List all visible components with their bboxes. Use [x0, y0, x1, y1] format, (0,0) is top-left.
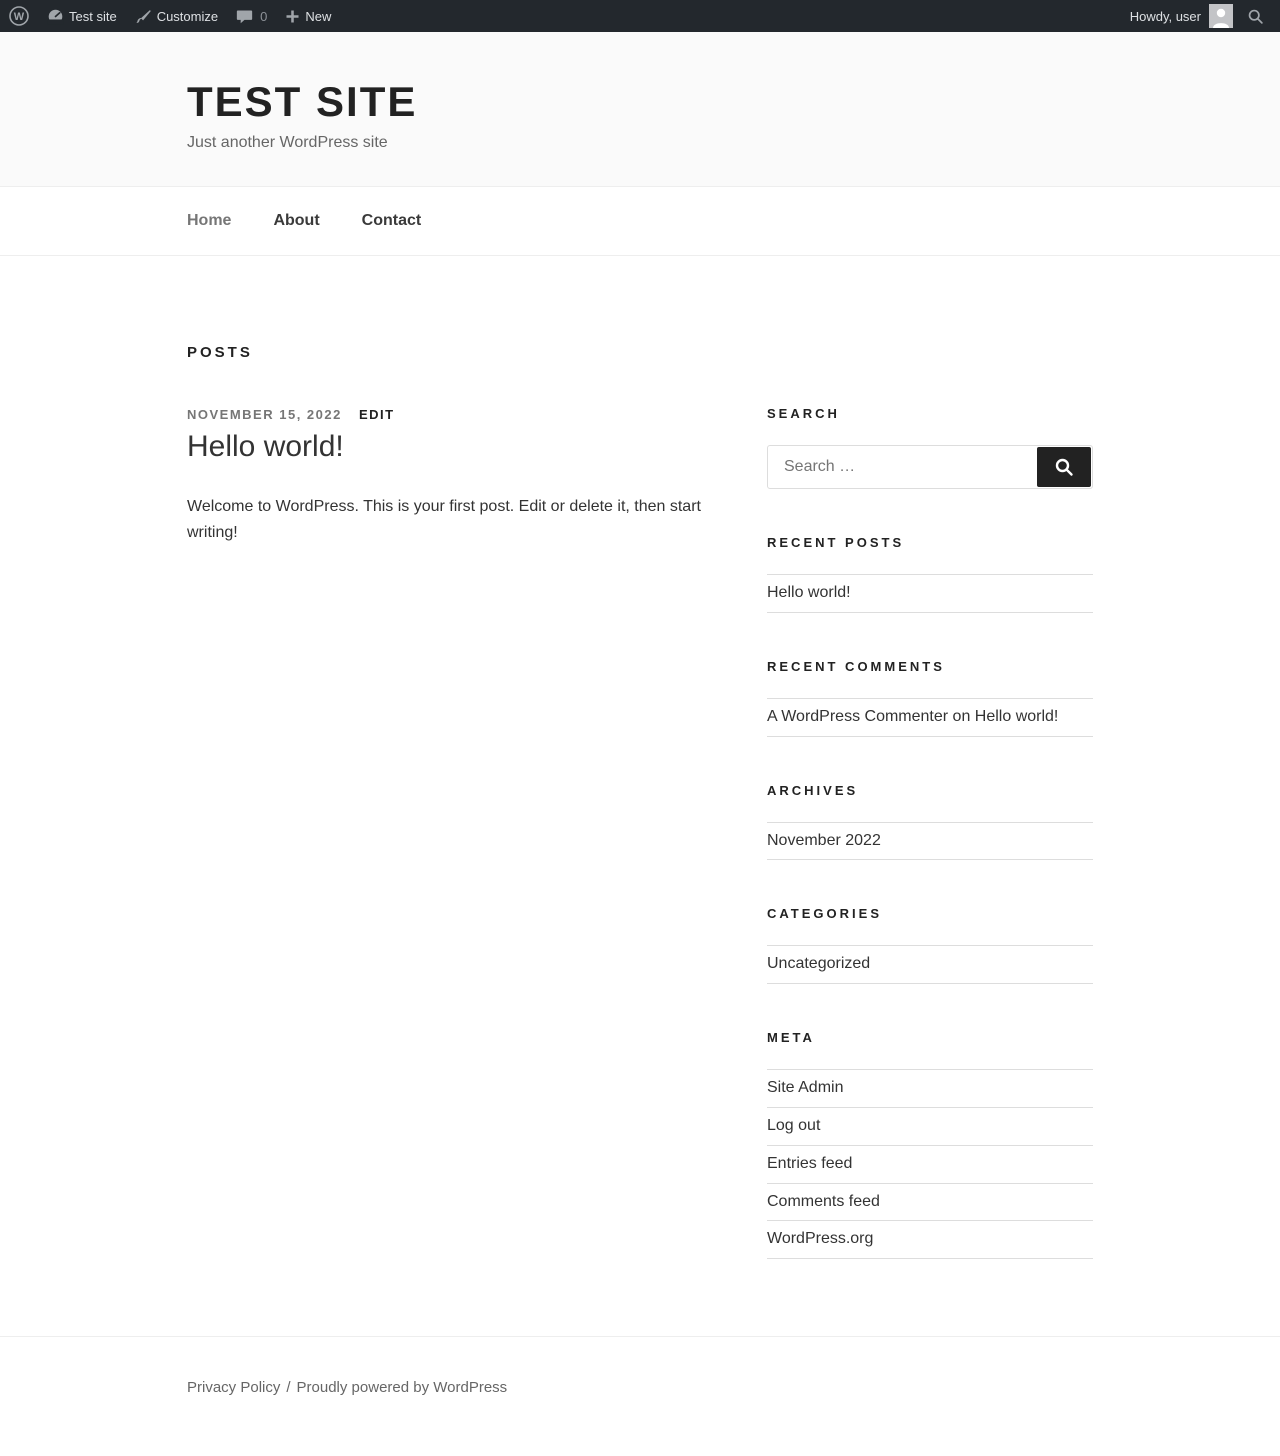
post-edit-link[interactable]: EDIT [358, 407, 395, 422]
nav-item-home[interactable]: Home [187, 212, 232, 229]
content-area [187, 256, 1093, 1336]
post-body: Welcome to WordPress. This is your first post. Edit or delete it, then start writing! [187, 498, 701, 542]
entry-meta [187, 407, 712, 422]
admin-bar-customize[interactable] [126, 0, 227, 32]
admin-bar-my-account[interactable] [1122, 4, 1241, 28]
search-form [767, 445, 1093, 489]
admin-bar-comments[interactable] [227, 0, 276, 32]
meta-item-wordpress-org[interactable]: WordPress.org [767, 1221, 1093, 1259]
site-header [0, 32, 1280, 187]
categories-title: CATEGORIES [767, 906, 882, 922]
search-icon [1247, 8, 1264, 25]
plus-icon [285, 9, 300, 24]
svg-text:W: W [13, 11, 25, 23]
search-submit-button[interactable] [1037, 447, 1091, 487]
meta-widget [767, 1030, 1093, 1259]
search-widget-title: SEARCH [767, 406, 840, 421]
admin-bar-search-button[interactable] [1241, 8, 1270, 25]
recent-comments-widget [767, 659, 1093, 737]
post-title [187, 430, 712, 464]
archive-item[interactable]: November 2022 [767, 823, 1093, 861]
comments-bubble-icon [236, 8, 253, 25]
new-label: New [305, 8, 332, 24]
recent-comment-item [767, 699, 1093, 737]
admin-bar-site-label: Test site [69, 8, 117, 24]
site-title[interactable]: TEST SITE [187, 78, 418, 125]
page-title: POSTS [187, 344, 253, 361]
meta-item-site-admin[interactable]: Site Admin [767, 1070, 1093, 1108]
recent-posts-title: RECENT POSTS [767, 535, 905, 550]
main-navigation [0, 187, 1280, 256]
meta-item-entries-feed[interactable]: Entries feed [767, 1146, 1093, 1184]
admin-bar-site-name[interactable] [38, 0, 126, 32]
user-avatar [1209, 4, 1233, 28]
admin-bar-new[interactable] [276, 0, 340, 32]
search-widget [767, 406, 1093, 489]
meta-title: META [767, 1030, 815, 1046]
comment-author-link[interactable]: A WordPress Commenter [767, 707, 949, 725]
dashboard-gauge-icon [47, 8, 64, 25]
main-column [187, 344, 712, 547]
customize-brush-icon [135, 8, 152, 25]
meta-item-comments-feed[interactable]: Comments feed [767, 1184, 1093, 1222]
search-icon [1054, 457, 1074, 477]
customize-label: Customize [156, 8, 219, 24]
site-tagline: Just another WordPress site [187, 134, 388, 151]
privacy-policy-link[interactable]: Privacy Policy [187, 1379, 281, 1396]
categories-widget [767, 906, 1093, 984]
nav-item-about[interactable]: About [273, 212, 320, 229]
recent-comments-title: RECENT COMMENTS [767, 658, 945, 674]
howdy-label: Howdy, user [1129, 8, 1201, 24]
powered-by-link[interactable]: Proudly powered by WordPress [296, 1379, 508, 1396]
post-hello-world [187, 407, 712, 547]
archives-widget [767, 783, 1093, 861]
wp-logo-menu[interactable] [0, 0, 38, 32]
post-date-link[interactable]: NOVEMBER 15, 2022 [187, 407, 342, 422]
recent-post-item[interactable]: Hello world! [767, 575, 1093, 613]
meta-item-log-out[interactable]: Log out [767, 1108, 1093, 1146]
nav-item-contact[interactable]: Contact [361, 212, 422, 229]
site-footer [0, 1336, 1280, 1456]
admin-bar [0, 0, 1280, 32]
category-item[interactable]: Uncategorized [767, 946, 1093, 984]
wordpress-logo-icon [9, 6, 29, 26]
post-title-link[interactable]: Hello world! [187, 430, 344, 463]
sidebar [767, 406, 1093, 1305]
footer-separator: / [286, 1379, 291, 1396]
comment-connector: on [948, 707, 975, 725]
comment-post-link[interactable]: Hello world! [974, 707, 1059, 725]
recent-posts-widget [767, 535, 1093, 613]
archives-title: ARCHIVES [767, 782, 859, 798]
comment-count: 0 [260, 8, 268, 24]
